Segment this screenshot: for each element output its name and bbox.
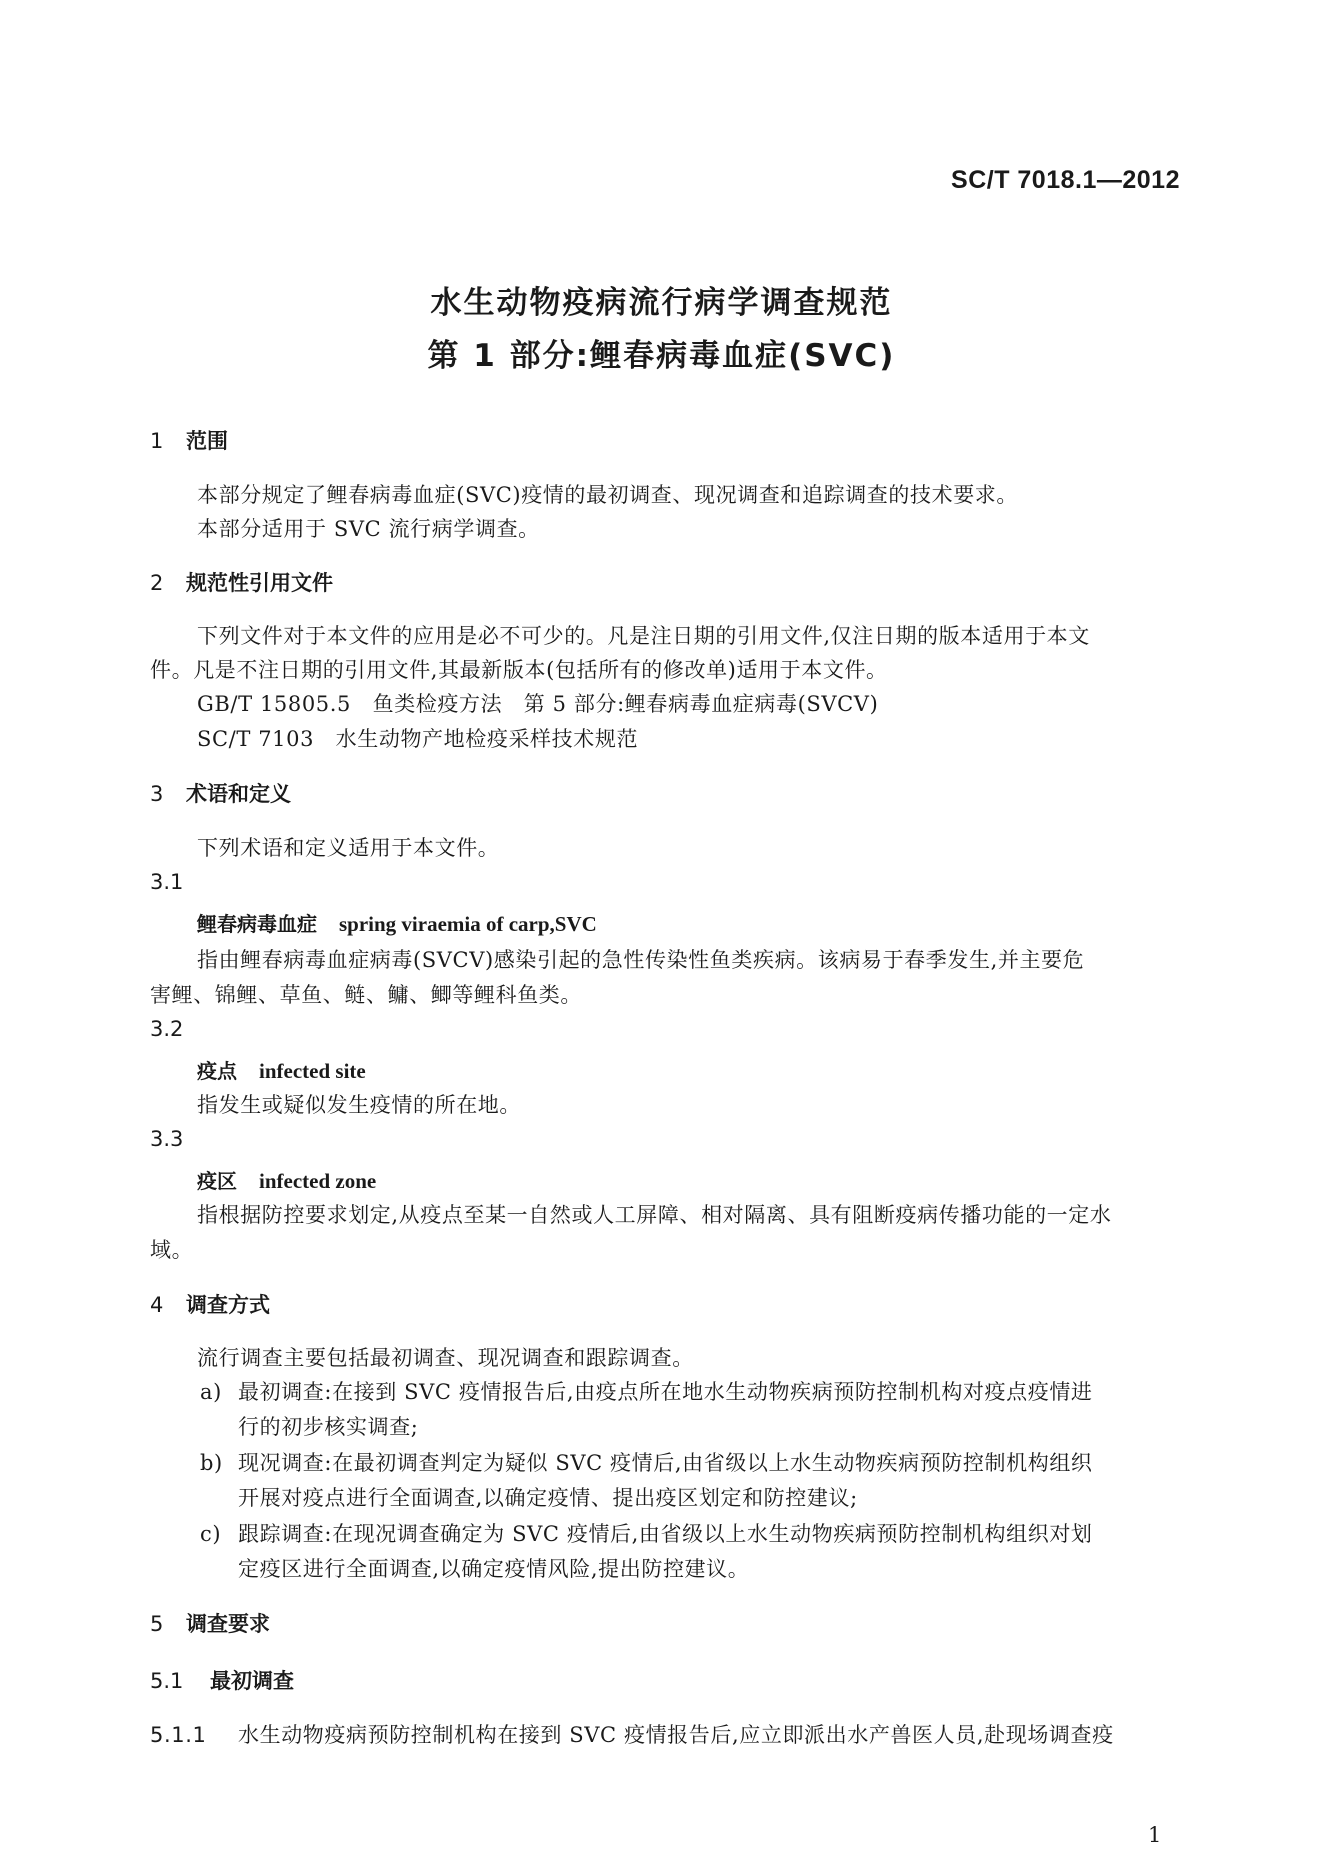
term-3-2-number: 3.2 [150,1017,184,1041]
term-3-3-definition-line1: 指根据防控要求划定,从疫点至某一自然或人工屏障、相对隔离、具有阻断疫病传播功能的一定水 [197,1203,1112,1227]
term-3-2 [197,1055,366,1084]
normative-reference-1: GB/T 15805.5 鱼类检疫方法 第 5 部分:鲤春病毒血症病毒(SVCV) [197,692,879,716]
section-title: 范围 [186,429,228,453]
term-english: infected zone [259,1169,377,1193]
section-number: 5 [150,1612,164,1636]
section-title: 调查方式 [186,1293,270,1317]
standard-number: SC/T 7018.1—2012 [951,166,1180,194]
list-marker: b) [200,1451,223,1475]
term-chinese: 疫区 [197,1169,237,1193]
section-1-paragraph-1: 本部分规定了鲤春病毒血症(SVC)疫情的最初调查、现况调查和追踪调查的技术要求。 [197,483,1019,507]
document-title-line1: 水生动物疫病流行病学调查规范 [430,285,893,321]
term-3-3-definition-line2: 域。 [150,1238,194,1262]
section-number: 4 [150,1293,164,1317]
term-english: spring viraemia of carp,SVC [339,912,597,936]
list-marker: a) [200,1380,222,1404]
subsection-5-1-heading [150,1665,294,1695]
section-4-heading [150,1289,270,1319]
term-chinese: 鲤春病毒血症 [197,912,317,936]
list-item-text: 最初调查:在接到 SVC 疫情报告后,由疫点所在地水生动物疾病预防控制机构对疫点疫情进 [238,1380,1093,1404]
term-3-3-number: 3.3 [150,1127,184,1151]
section-1-heading [150,425,228,455]
document-title-line2: 第 1 部分:鲤春病毒血症(SVC) [427,338,896,374]
list-item-c-line1 [200,1518,1093,1548]
clause-5-1-1 [150,1719,1114,1749]
section-title: 术语和定义 [186,782,291,806]
list-item-a-line1 [200,1376,1093,1406]
list-item-b-line1 [200,1447,1093,1477]
term-english: infected site [259,1059,366,1083]
page-number: 1 [1148,1823,1162,1847]
list-item-b-line2: 开展对疫点进行全面调查,以确定疫情、提出疫区划定和防控建议; [238,1486,858,1510]
section-2-heading [150,567,333,597]
clause-text: 水生动物疫病预防控制机构在接到 SVC 疫情报告后,应立即派出水产兽医人员,赴现场调查疫 [238,1723,1114,1747]
list-item-text: 跟踪调查:在现况调查确定为 SVC 疫情后,由省级以上水生动物疾病预防控制机构组织对划 [238,1522,1093,1546]
section-2-paragraph-line2: 件。凡是不注日期的引用文件,其最新版本(包括所有的修改单)适用于本文件。 [150,658,888,682]
section-number: 1 [150,429,164,453]
section-1-paragraph-2: 本部分适用于 SVC 流行病学调查。 [197,517,540,541]
list-item-c-line2: 定疫区进行全面调查,以确定疫情风险,提出防控建议。 [238,1557,750,1581]
section-3-intro: 下列术语和定义适用于本文件。 [197,836,500,860]
section-title: 规范性引用文件 [186,571,333,595]
section-5-heading [150,1608,270,1638]
normative-reference-2: SC/T 7103 水生动物产地检疫采样技术规范 [197,727,639,751]
list-item-a-line2: 行的初步核实调查; [238,1415,419,1439]
term-3-3 [197,1165,376,1194]
section-2-paragraph-line1: 下列文件对于本文件的应用是必不可少的。凡是注日期的引用文件,仅注日期的版本适用于本文 [197,624,1090,648]
term-3-1 [197,908,597,937]
clause-number: 5.1.1 [150,1723,207,1747]
section-number: 2 [150,571,164,595]
list-item-text: 现况调查:在最初调查判定为疑似 SVC 疫情后,由省级以上水生动物疾病预防控制机构组织 [238,1451,1093,1475]
term-3-1-definition-line2: 害鲤、锦鲤、草鱼、鲢、鳙、鲫等鲤科鱼类。 [150,983,582,1007]
section-4-intro: 流行调查主要包括最初调查、现况调查和跟踪调查。 [197,1346,694,1370]
subsection-title: 最初调查 [210,1669,294,1693]
section-number: 3 [150,782,164,806]
term-3-1-definition-line1: 指由鲤春病毒血症病毒(SVCV)感染引起的急性传染性鱼类疾病。该病易于春季发生,并主要危 [197,948,1085,972]
term-chinese: 疫点 [197,1059,237,1083]
term-3-2-definition: 指发生或疑似发生疫情的所在地。 [197,1093,521,1117]
term-3-1-number: 3.1 [150,870,184,894]
section-3-heading [150,778,291,808]
section-title: 调查要求 [186,1612,270,1636]
subsection-number: 5.1 [150,1669,184,1693]
list-marker: c) [200,1522,222,1546]
